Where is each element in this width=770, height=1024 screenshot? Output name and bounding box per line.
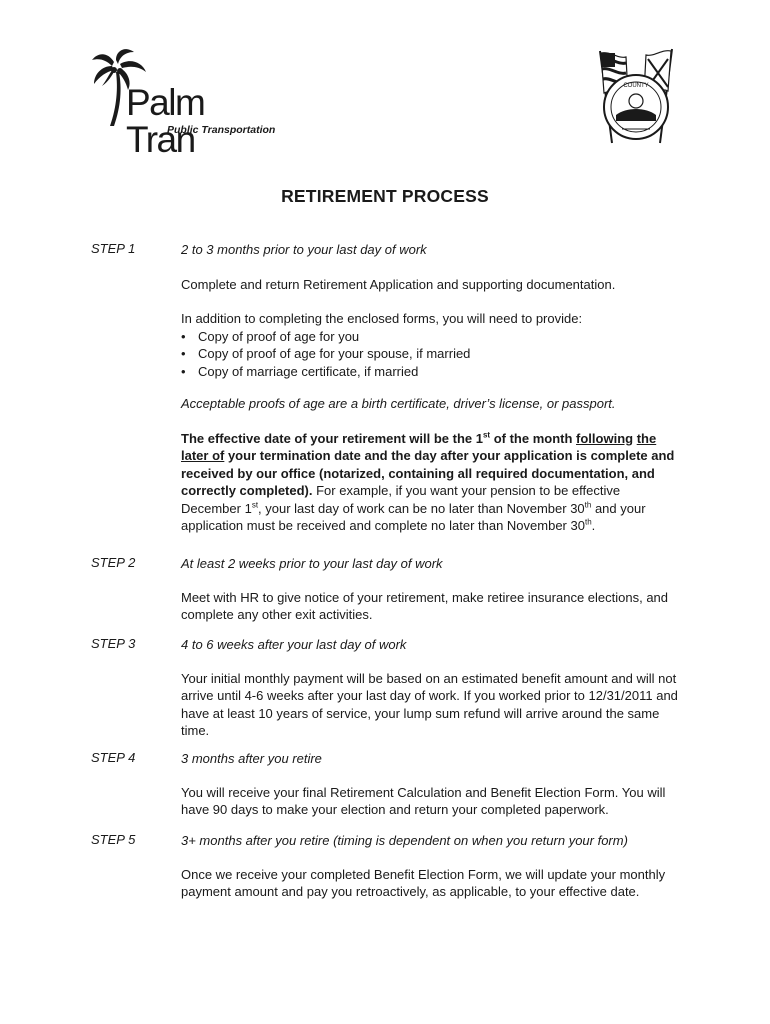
step-4-label: STEP 4	[91, 750, 136, 765]
example-text-1: For example, if you want your pension to be effective December 1	[181, 483, 621, 516]
effective-bold-1: The effective date of your retirement will be the 1	[181, 430, 483, 446]
step-4-content	[181, 750, 681, 819]
step-3-label: STEP 3	[91, 636, 136, 651]
example-text-2: , your last day of work can be no later than November 30	[258, 500, 585, 516]
effective-bold-2: of the month	[490, 430, 577, 446]
step-1-timing: 2 to 3 months prior to your last day of work	[181, 242, 427, 257]
step-5-label: STEP 5	[91, 832, 136, 847]
step-1-text: Complete and return Retirement Application and supporting documentation.	[181, 276, 616, 292]
step-5-content	[181, 832, 681, 901]
list-item: • Copy of marriage certificate, if married	[181, 363, 681, 381]
logo-tagline: Public Transportation	[167, 124, 276, 136]
acceptable-proofs-note: Acceptable proofs of age are a birth certificate, driver’s license, or passport.	[181, 396, 616, 411]
step-4-timing: 3 months after you retire	[181, 751, 322, 766]
svg-text:COUNTY: COUNTY	[623, 83, 649, 89]
logo-wordmark: Palm Tran	[126, 82, 205, 160]
list-item: • Copy of proof of age for you	[181, 328, 681, 346]
step-5-text: Once we receive your completed Benefit Election Form, we will update your monthly payment amount and pay you retroactively, as applicable, to your effective date.	[181, 866, 666, 899]
step-3-timing: 4 to 6 weeks after your last day of work	[181, 637, 407, 652]
step-2-text: Meet with HR to give notice of your retirement, make retiree insurance elections, and complete any other exit activities.	[181, 589, 669, 622]
superscript: th	[584, 500, 592, 510]
page-title: RETIREMENT PROCESS	[281, 186, 489, 206]
step-1-intro: In addition to completing the enclosed forms, you will need to provide:	[181, 311, 583, 326]
example-text-4: .	[591, 518, 596, 533]
effective-date-paragraph	[181, 430, 681, 535]
superscript: st	[251, 500, 259, 510]
step-1-label: STEP 1	[91, 241, 136, 256]
palm-tran-logo	[90, 48, 280, 160]
step-2-timing: At least 2 weeks prior to your last day of work	[181, 556, 443, 571]
example-text-3: and your application must be received and complete no later than November 30	[181, 500, 646, 533]
step-5-timing: 3+ months after you retire (timing is dependent on when you return your form)	[181, 833, 628, 848]
effective-underline-1: following	[576, 430, 634, 446]
step-2-label: STEP 2	[91, 555, 136, 570]
step-4-text: You will receive your final Retirement Calculation and Benefit Election Form. You will have 90 days to make your election and return your completed paperwork.	[181, 784, 666, 817]
step-3-text: Your initial monthly payment will be based on an estimated benefit amount and will not arrive until 4-6 weeks after your last day of work. If you worked prior to 12/31/2011 and have at least 10 years of service, your lump sum refund will arrive around the same time.	[181, 670, 678, 738]
superscript: th	[584, 517, 592, 527]
effective-underline-2: the later of	[181, 430, 657, 463]
proof-list	[181, 328, 681, 381]
county-seal	[582, 43, 690, 149]
step-1-content	[181, 241, 681, 535]
effective-bold-3: your termination date and the day after your application is complete and received by our office (notarized, containing all required documentation, and correctly completed).	[181, 448, 675, 498]
list-item: • Copy of proof of age for your spouse, if married	[181, 345, 681, 363]
step-2-content	[181, 555, 681, 624]
superscript: st	[482, 430, 491, 440]
step-3-content	[181, 636, 681, 740]
